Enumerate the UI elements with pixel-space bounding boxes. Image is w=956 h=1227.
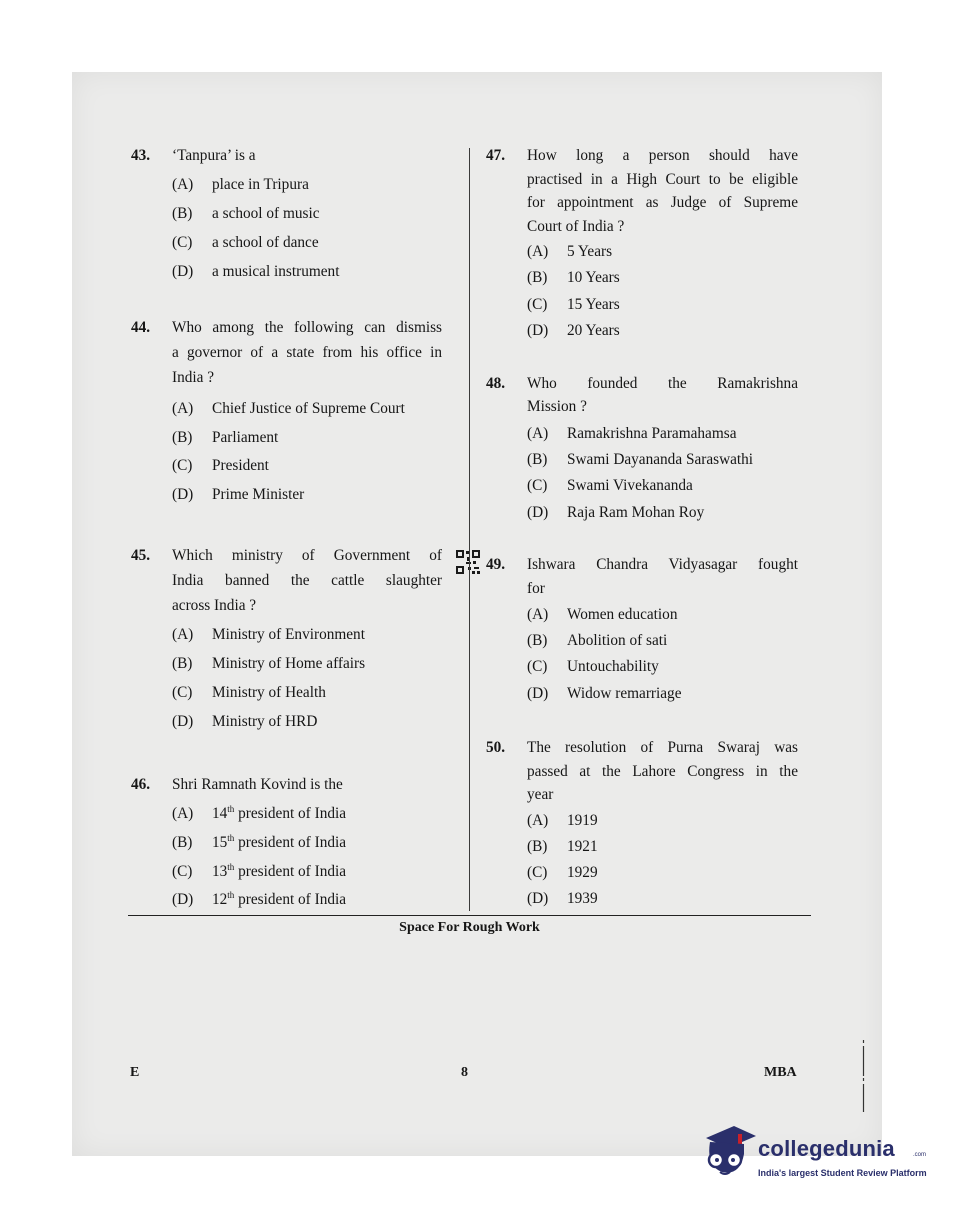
question-47 xyxy=(486,144,806,344)
logo-tagline: India's largest Student Review Platform xyxy=(758,1168,927,1178)
question-text-line: India ? xyxy=(172,369,215,386)
question-text-line: year xyxy=(527,786,554,803)
option-d: (D) a musical instrument xyxy=(172,263,340,280)
question-text-line: Court of India ? xyxy=(527,218,625,235)
option-b: (B) Abolition of sati xyxy=(527,632,668,649)
option-c: (C) a school of dance xyxy=(172,234,319,251)
option-b: (B) Ministry of Home affairs xyxy=(172,655,366,672)
option-a: (A) Women education xyxy=(527,606,678,623)
option-b: (B) 10 Years xyxy=(527,269,620,286)
question-text-line: India banned the cattle slaughter xyxy=(172,572,442,589)
rough-work-rule xyxy=(128,915,811,916)
question-50 xyxy=(486,736,806,916)
option-a: (A) place in Tripura xyxy=(172,176,309,193)
page-number: 8 xyxy=(461,1065,468,1080)
column-divider xyxy=(469,148,470,911)
question-number: 43. xyxy=(131,147,151,164)
question-43 xyxy=(131,144,451,294)
rough-work-heading: Space For Rough Work xyxy=(399,920,540,935)
option-d: (D) 12th president of India xyxy=(172,889,347,908)
option-c: (C) 1929 xyxy=(527,864,598,881)
collegedunia-logo-text: collegedunia xyxy=(758,1136,895,1161)
question-text-line: practised in a High Court to be eligible xyxy=(527,171,798,188)
question-46 xyxy=(131,773,451,913)
option-d: (D) Widow remarriage xyxy=(527,685,682,702)
option-a: (A) Ministry of Environment xyxy=(172,626,365,643)
option-d: (D) Prime Minister xyxy=(172,486,305,503)
question-45 xyxy=(131,544,451,744)
question-text: ‘Tanpura’ is a xyxy=(172,147,256,164)
question-text-line: for xyxy=(527,580,545,597)
question-number: 47. xyxy=(486,147,506,164)
question-text-line: passed at the Lahore Congress in the xyxy=(527,763,798,780)
question-number: 44. xyxy=(131,319,151,336)
qr-code-icon xyxy=(455,549,481,575)
question-number: 50. xyxy=(486,739,506,756)
question-text-line: How long a person should have xyxy=(527,147,798,164)
question-text-line: Which ministry of Government of xyxy=(172,547,442,564)
logo-domain: .com xyxy=(913,1152,927,1158)
option-d: (D) 1939 xyxy=(527,890,598,907)
option-d: (D) 20 Years xyxy=(527,322,620,339)
question-number: 48. xyxy=(486,375,506,392)
question-text-line: a governor of a state from his office in xyxy=(172,344,442,361)
option-a: (A) Ramakrishna Paramahamsa xyxy=(527,425,737,442)
option-a: (A) 14th president of India xyxy=(172,803,347,822)
option-a: (A) 5 Years xyxy=(527,243,613,260)
option-c: (C) Ministry of Health xyxy=(172,684,326,701)
option-c: (C) 13th president of India xyxy=(172,861,347,880)
option-b: (B) a school of music xyxy=(172,205,320,222)
question-text: Shri Ramnath Kovind is the xyxy=(172,776,343,793)
option-c: (C) President xyxy=(172,457,269,474)
footer-set-code: E xyxy=(130,1065,140,1080)
option-d: (D) Raja Ram Mohan Roy xyxy=(527,504,705,521)
question-text-line: Who founded the Ramakrishna xyxy=(527,375,798,392)
question-text-line: Who among the following can dismiss xyxy=(172,319,442,336)
question-text-line: Ishwara Chandra Vidyasagar fought xyxy=(527,556,798,573)
question-number: 49. xyxy=(486,556,506,573)
option-c: (C) 15 Years xyxy=(527,296,620,313)
option-b: (B) Swami Dayananda Saraswathi xyxy=(527,451,754,468)
question-48 xyxy=(486,372,806,532)
question-44 xyxy=(131,316,451,516)
option-d: (D) Ministry of HRD xyxy=(172,713,318,730)
question-text-line: for appointment as Judge of Supreme xyxy=(527,194,798,211)
question-text-line: The resolution of Purna Swaraj was xyxy=(527,739,798,756)
option-a: (A) 1919 xyxy=(527,812,598,829)
option-c: (C) Swami Vivekananda xyxy=(527,477,693,494)
option-b: (B) Parliament xyxy=(172,429,279,446)
option-c: (C) Untouchability xyxy=(527,658,659,675)
option-b: (B) 15th president of India xyxy=(172,832,347,851)
scan-edge-mark xyxy=(862,1040,865,1112)
question-text-line: Mission ? xyxy=(527,398,587,415)
footer-subject: MBA xyxy=(764,1065,797,1080)
question-text-line: across India ? xyxy=(172,597,257,614)
question-49 xyxy=(486,553,806,713)
option-b: (B) 1921 xyxy=(527,838,598,855)
option-a: (A) Chief Justice of Supreme Court xyxy=(172,400,405,417)
question-number: 46. xyxy=(131,776,151,793)
collegedunia-mascot-icon xyxy=(700,1120,758,1182)
question-number: 45. xyxy=(131,547,151,564)
